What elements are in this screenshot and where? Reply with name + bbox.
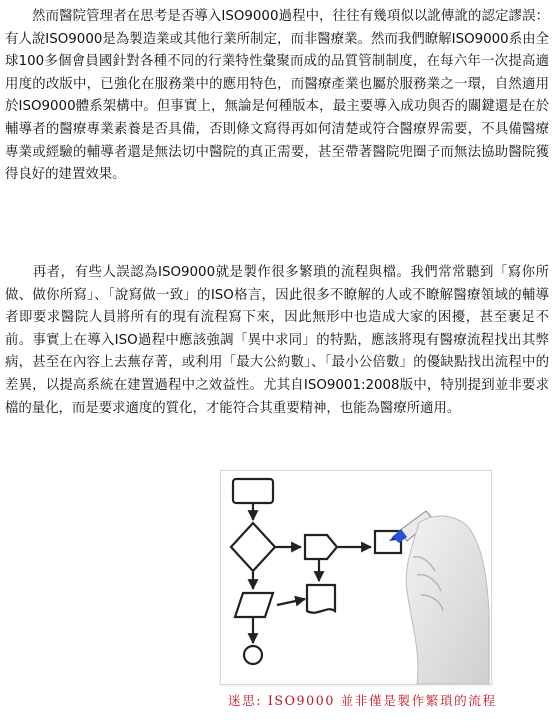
- flowchart-illustration: [221, 471, 491, 684]
- article-paragraph-2: 再者，有些人誤認為ISO9000就是製作很多繁瑣的流程與檔。我們常常聽到「寫你所做、做你所寫」、「說寫做一致」的ISO格言，因此很多不瞭解的人或不瞭解醫療領域的輔導者即要求醫院人員將所有的現有流程寫下來，因此無形中也造成大家的困擾，甚至裹足不前。事實上在導入ISO過程中應該強調「異中求同」的特點，應該將現有醫療流程找出其弊病，甚至在內容上去蕪存菁，或利用「最大公約數」、「最小公倍數」的優缺點找出流程中的差異，以提高系統在建置過程中之效益性。尤其自ISO9001:2008版中，特別提到並非要求檔的量化，而是要求適度的質化，才能符合其重要精神，也能為醫療所適用。: [5, 265, 549, 416]
- decision-diamond: [231, 523, 275, 571]
- data-parallelogram: [235, 593, 273, 617]
- flowchart-shapes: [231, 479, 401, 664]
- hand-with-pen: [389, 511, 489, 684]
- figure-caption: 迷思: ISO9000 並非僅是製作繁瑣的流程: [228, 693, 497, 708]
- article-paragraph-1: 然而醫院管理者在思考是否導入ISO9000過程中，往往有幾項似以訛傳訛的認定謬誤：有人說ISO9000是為製造業或其他行業所制定，而非醫療業。然而我們瞭解ISO9000系由全球100多個會員國針對各種不同的行業特性彙聚而成的品質管制制度，在每六年一次提高適用度的改版中，已強化在服務業中的應用特色，而醫療產業也屬於服務業之一環，自然適用於ISO9000體系架構中。但事實上，無論是何種版本，最主要導入成功與否的關鍵還是在於輔導者的醫療專業素養是否具備，否則條文寫得再如何清楚或符合醫療界需要，不具備醫療專業或經驗的輔導者還是無法切中醫院的真正需要，甚至帶著醫院兜圈子而無法協助醫院獲得良好的建置效果。: [5, 9, 549, 183]
- process-box: [305, 535, 337, 559]
- document-shape: [307, 585, 335, 613]
- start-box: [233, 479, 273, 503]
- end-circle: [244, 646, 262, 664]
- flowchart-photo: [220, 470, 492, 685]
